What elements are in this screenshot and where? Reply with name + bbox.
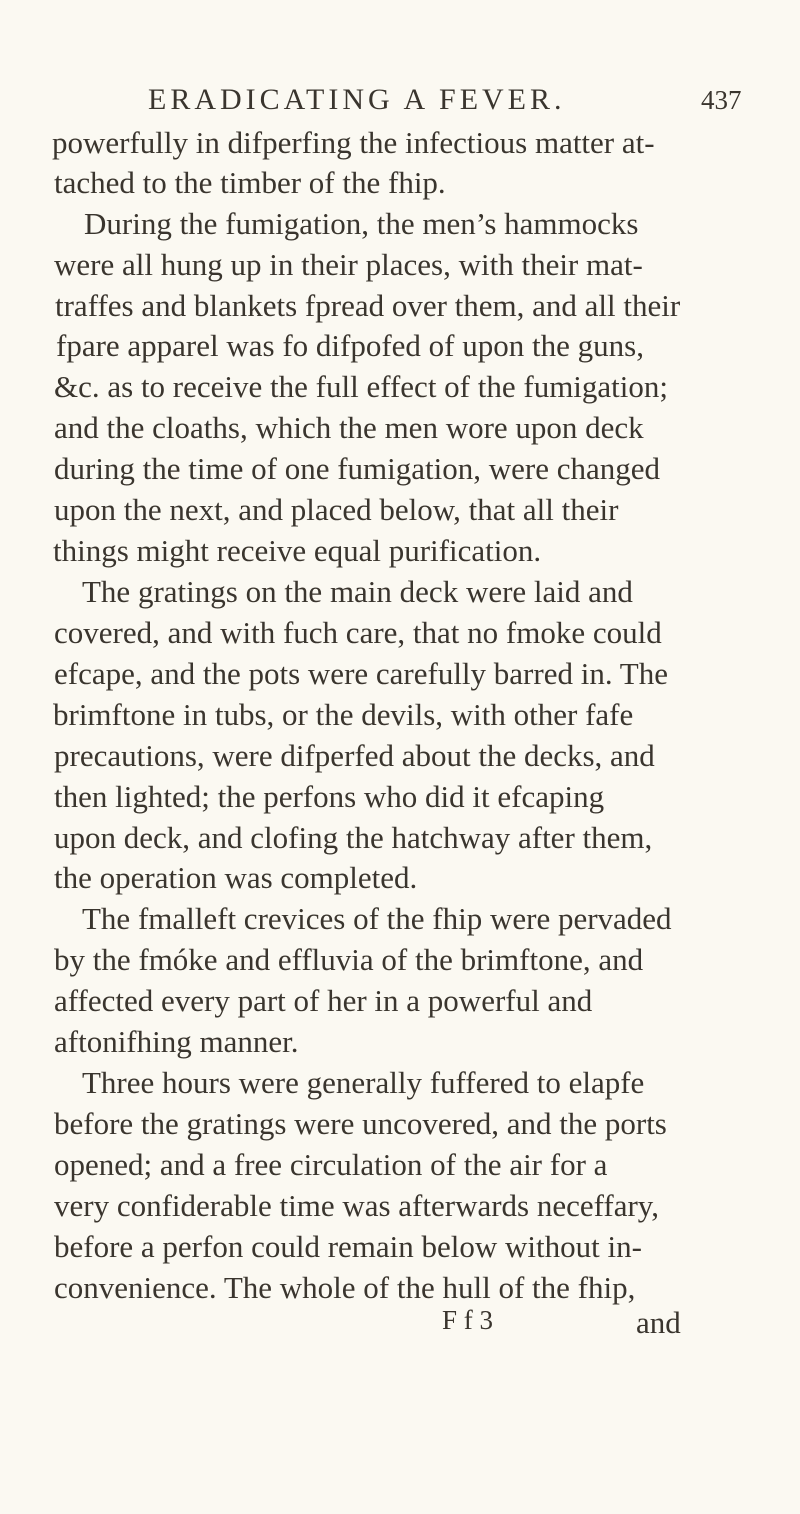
- text-line: tached to the timber of the fhip.: [54, 165, 446, 200]
- text-line: very confiderable time was afterwards neceffary,: [54, 1188, 660, 1223]
- text-line: During the fumigation, the men’s hammocks: [84, 206, 639, 241]
- text-line: covered, and with fuch care, that no fmoke could: [54, 615, 662, 650]
- text-line: opened; and a free circulation of the air for a: [54, 1147, 608, 1182]
- text-line: upon the next, and placed below, that all their: [54, 492, 619, 527]
- text-line: &c. as to receive the full effect of the fumigation;: [54, 369, 669, 404]
- text-line: precautions, were difperfed about the decks, and: [54, 738, 655, 773]
- text-line: then lighted; the perfons who did it efcaping: [54, 779, 605, 814]
- running-title: ERADICATING A FEVER.: [148, 83, 566, 116]
- page-number: 437: [701, 85, 742, 115]
- text-line: aftonifhing manner.: [54, 1024, 299, 1059]
- text-line: Three hours were generally fuffered to elapfe: [82, 1065, 645, 1100]
- text-line: during the time of one fumigation, were changed: [54, 451, 661, 486]
- text-line: before the gratings were uncovered, and the ports: [54, 1106, 667, 1141]
- signature-mark: F f 3: [442, 1305, 494, 1335]
- text-line: upon deck, and clofing the hatchway after them,: [54, 820, 653, 855]
- running-head: [148, 83, 788, 123]
- text-line: before a perfon could remain below without in-: [54, 1229, 642, 1264]
- text-line: convenience. The whole of the hull of the fhip,: [54, 1270, 636, 1305]
- text-line: fpare apparel was fo difpofed of upon the guns,: [56, 328, 644, 363]
- text-line: brimftone in tubs, or the devils, with other fafe: [53, 697, 634, 732]
- text-line: and the cloaths, which the men wore upon deck: [54, 410, 644, 445]
- text-line: The gratings on the main deck were laid and: [82, 574, 633, 609]
- signature-line: [0, 1305, 800, 1345]
- text-line: traffes and blankets fpread over them, and all their: [55, 288, 681, 323]
- catchword: and: [636, 1305, 681, 1340]
- text-line: affected every part of her in a powerful and: [54, 983, 593, 1018]
- text-line: The fmalleft crevices of the fhip were pervaded: [82, 901, 672, 936]
- text-line: things might receive equal purification.: [53, 533, 542, 568]
- text-line: the operation was completed.: [54, 860, 418, 895]
- text-line: efcape, and the pots were carefully barred in. The: [54, 656, 668, 691]
- text-line: by the fmóke and effluvia of the brimftone, and: [54, 942, 644, 977]
- text-line: powerfully in difperfing the infectious matter at-: [52, 125, 655, 160]
- text-line: were all hung up in their places, with their mat-: [54, 247, 643, 282]
